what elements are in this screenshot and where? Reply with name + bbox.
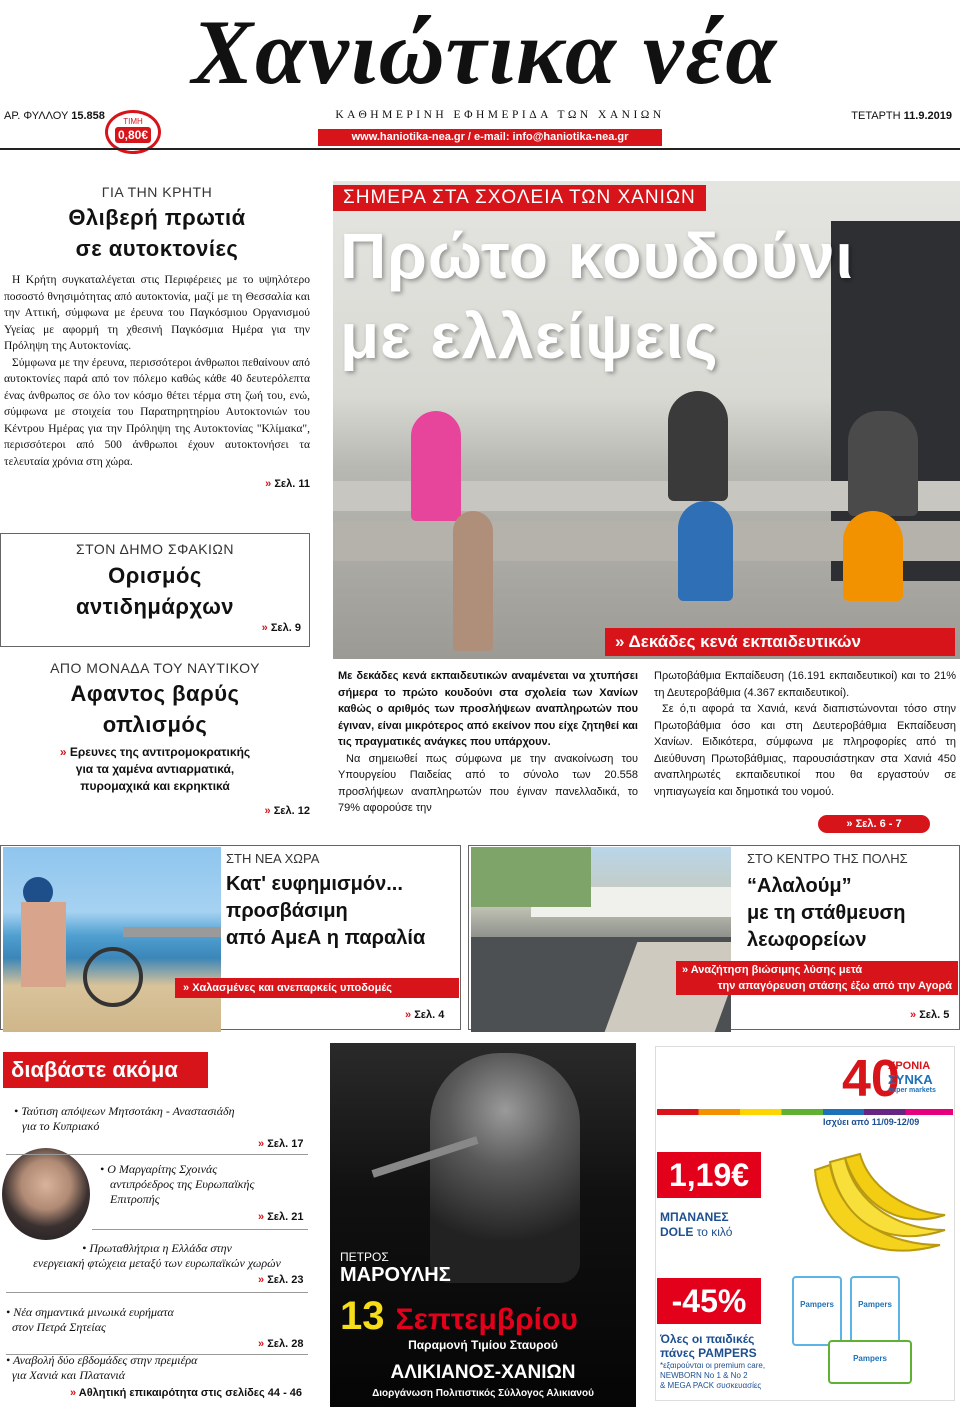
masthead-title: Χανιώτικα νέα (191, 1, 779, 103)
pampers-pack: Pampers (850, 1276, 900, 1346)
concert-artist: ΠΕΤΡΟΣ ΜΑΡΟΥΛΗΣ (340, 1250, 451, 1286)
diaper-offer: Όλες οι παιδικές πάνες PAMPERS (660, 1332, 757, 1360)
photo-child (453, 511, 493, 651)
concert-organizer: Διοργάνωση Πολιτιστικός Σύλλογος Αλικιανού (372, 1388, 594, 1399)
story-sfakia[interactable] (0, 533, 310, 647)
story-kicker: ΣΤΗ ΝΕΑ ΧΩΡΑ (226, 851, 320, 866)
diaper-discount: -45% (657, 1278, 761, 1324)
masthead-rule (0, 148, 960, 150)
story-headline: Αφαντος βαρύς οπλισμός (70, 681, 240, 737)
photo-wheelchair (83, 947, 143, 1007)
photo-walkway (123, 927, 221, 937)
street-photo (471, 847, 731, 1032)
main-story-column-2 (654, 668, 956, 800)
banana-image (800, 1150, 950, 1270)
story-kicker: ΣΤΟΝ ΔΗΜΟ ΣΦΑΚΙΩΝ (75, 541, 235, 557)
photo-backpack-black (668, 391, 728, 501)
photo-backpack-pink (411, 411, 461, 521)
page-ref[interactable]: » Σελ. 5 (910, 1009, 950, 1021)
market-logo: ΧΡΟΝΙΑ ΣΥΝΚΑ super markets (888, 1060, 936, 1094)
issue-number: ΑΡ. ΦΥΛΛΟΥ 15.858 (4, 110, 105, 122)
concert-place: ΑΛΙΚΙΑΝΟΣ-ΧΑΝΙΩΝ (390, 1362, 576, 1383)
main-body: Να σημειωθεί πως σύμφωνα με την ανακοίνωση του Υπουργείου Παιδείας από το σύνολο των 20.558 προσλήψεων αναπληρωτών που έγιναν πανελλαδικά, το 79% αφορούσε την (338, 752, 638, 814)
page-ref[interactable]: » Σελ. 4 (405, 1009, 445, 1021)
main-body: Πρωτοβάθμια Εκπαίδευση (16.191 εκπαιδευτικοί) και το 21% τη Δευτεροβάθμια (4.367 εκπαιδευτικοί). (654, 670, 956, 699)
masthead-subtitle: ΚΑΘΗΜΕΡΙΝΗ ΕΦΗΜΕΡΙΔΑ ΤΩΝ ΧΑΝΙΩΝ (335, 109, 665, 121)
story-strip: » Αναζήτηση βιώσιμης λύσης μετά την απαγόρευση στάσης έξω από την Αγορά (676, 961, 958, 995)
main-photo-band: » Δεκάδες κενά εκπαιδευτικών (605, 628, 955, 656)
story-kicker: ΓΙΑ ΤΗΝ ΚΡΗΤΗ (101, 184, 213, 200)
web-address[interactable]: www.haniotika-nea.gr / e-mail: info@haniotika-nea.gr (318, 129, 662, 146)
price-value: 0,80€ (115, 127, 151, 143)
dateline: ΤΕΤΑΡΤΗ 11.9.2019 (851, 110, 952, 122)
market-color-stripes (657, 1109, 953, 1115)
page-ref[interactable]: » Σελ. 12 (264, 805, 310, 817)
page-ref[interactable]: » Σελ. 11 (265, 478, 310, 490)
main-story-column-1 (338, 668, 638, 817)
story-headline: Κατ' ευφημισμόν... προσβάσιμη από ΑμεΑ η παραλία (226, 873, 426, 949)
concert-ad[interactable] (330, 1043, 636, 1407)
photo-trees (471, 847, 591, 907)
read-more-title: διαβάστε ακόμα (3, 1052, 208, 1088)
story-kicker: ΑΠΟ ΜΟΝΑΔΑ ΤΟΥ ΝΑΥΤΙΚΟΥ (50, 660, 260, 676)
page-ref[interactable]: » Σελ. 21 (258, 1211, 304, 1223)
diaper-fineprint: *εξαιρούνται οι premium care, NEWBORN No 1 & No 2 & MEGA PACK συσκευασίες (660, 1361, 766, 1390)
photo-backpack-grey (848, 411, 918, 516)
story-headline: Θλιβερή πρωτιά σε αυτοκτονίες (68, 205, 246, 261)
main-page-ref[interactable]: » Σελ. 6 - 7 (818, 815, 930, 833)
photo-person (21, 902, 66, 987)
page-ref[interactable]: » Σελ. 23 (258, 1274, 304, 1286)
divider (92, 1229, 308, 1230)
main-body: Σε ό,τι αφορά τα Χανιά, κενά διαπιστώνονται τόσο στην Πρωτοβάθμια όσο και στη Δευτεροβάθμια Εκπαίδευση Χανίων. Ειδικότερα, σύμφωνα με πληροφορίες από τη Διεύθυνση Πρωτοβάθμιας, παρουσιάστηκαν στα Χανιά 450 αναπληρωτές εκπαιδευτικοί που θα εργαστούν σε νηπιαγωγεία και δημοτικά του νομού. (654, 703, 956, 798)
story-kicker: ΣΤΟ ΚΕΝΤΡΟ ΤΗΣ ΠΟΛΗΣ (747, 851, 908, 866)
story-headline: Ορισμός αντιδημάρχων (75, 563, 235, 619)
concert-occasion: Παραμονή Τιμίου Σταυρού (408, 1338, 558, 1352)
pampers-pack: Pampers (792, 1276, 842, 1346)
main-story-tag: ΣΗΜΕΡΑ ΣΤΑ ΣΧΟΛΕΙΑ ΤΩΝ ΧΑΝΙΩΝ (333, 185, 706, 211)
read-more-item[interactable]: • Ο Μαργαρίτης Σχοινάς αντιπρόεδρος της Ευρωπαϊκής Επιτροπής (100, 1162, 255, 1206)
banana-product: ΜΠΑΝΑΝΕΣ DOLE το κιλό (660, 1210, 733, 1239)
price-label: ΤΙΜΗ (123, 117, 143, 126)
story-paragraph: Η Κρήτη συγκαταλέγεται στις Περιφέρειες με το υψηλότερο ποσοστό θνησιμότητας από αυτοκτονία, μαζί με τη Θεσσαλία και την Αττική, σύμφωνα με έρευνα του Παγκόσμιου Οργανισμού Υγείας με αφορμή τη χθεσινή Παγκόσμια Ημέρα για την Πρόληψη της Αυτοκτονίας. (4, 274, 310, 352)
beach-photo (3, 847, 221, 1032)
singer-photo (430, 1053, 580, 1283)
market-valid: Ισχύει από 11/09-12/09 (823, 1117, 920, 1127)
story-paragraph: Σύμφωνα με την έρευνα, περισσότεροι άνθρωποι πεθαίνουν από αυτοκτονίες παρά από τον πόλεμο καθώς κάθε 40 δευτερόλεπτα ένας άνθρωπος σε όλο τον κόσμο θέτει τέρμα στη ζωή του, ενώ, σύμφωνα με στοιχεία του Παρατηρητηρίου Αυτοκτονιών του Κέντρου Ημέρας για την Πρόληψη της Αυτοκτονίας "Κλίμακα", περισσότεροι από 500 άνθρωποι έχουν αυτοκτονήσει τα τελευταία χρόνια στη χώρα. (4, 356, 310, 468)
read-more-item[interactable]: • Πρωταθλήτρια η Ελλάδα στην ενεργειακή φτώχεια μεταξύ των ευρωπαϊκών χωρών (33, 1241, 281, 1270)
market-logo-years: 40 (842, 1050, 900, 1108)
page-ref[interactable]: » Σελ. 9 (261, 622, 301, 634)
pampers-pack: Pampers (828, 1340, 912, 1384)
photo-child (678, 501, 733, 601)
story-navy[interactable] (0, 660, 310, 817)
photo-child (843, 511, 903, 601)
story-crete[interactable] (4, 184, 310, 490)
read-more-item[interactable]: • Αναβολή δύο εβδομάδες στην πρεμιέρα για Χανιά και Πλατανιά (6, 1353, 198, 1382)
read-more-item[interactable]: • Νέα σημαντικά μινωικά ευρήματα στον Πετρά Σητείας (6, 1305, 174, 1334)
portrait-photo (2, 1148, 90, 1240)
sports-ref[interactable]: » Αθλητική επικαιρότητα στις σελίδες 44 - 46 (70, 1387, 303, 1399)
banana-price: 1,19€ (657, 1152, 761, 1198)
story-strip: » Χαλασμένες και ανεπαρκείς υποδομές (175, 978, 459, 998)
main-headline[interactable]: Πρώτο κουδούνι με ελλείψεις (340, 220, 855, 372)
divider (6, 1292, 308, 1293)
read-more-item[interactable]: • Ταύτιση απόψεων Μητσοτάκη - Αναστασιάδη για το Κυπριακό (14, 1104, 235, 1133)
concert-date: 13 Σεπτεμβρίου (340, 1294, 578, 1338)
page-ref[interactable]: » Σελ. 28 (258, 1338, 304, 1350)
story-headline: “Αλαλούμ” με τη στάθμευση λεωφορείων (747, 875, 906, 951)
page-ref[interactable]: » Σελ. 17 (258, 1138, 304, 1150)
divider (6, 1154, 308, 1155)
story-subhead: » Ερευνες της αντιτρομοκρατικής για τα χαμένα αντιαρματικά, πυρομαχικά και εκρηκτικά (59, 745, 251, 793)
main-lead: Με δεκάδες κενά εκπαιδευτικών αναμένεται να χτυπήσει σήμερα το πρώτο κουδούνι στα σχολεία των Χανίων καθώς ο αριθμός των προσλήψεων αναπληρωτών που έγιναν, είναι μικρότερος από εκείνον που είχε ζητηθεί και τις πραγματικές ανάγκες που υπάρχουν. (338, 670, 638, 748)
